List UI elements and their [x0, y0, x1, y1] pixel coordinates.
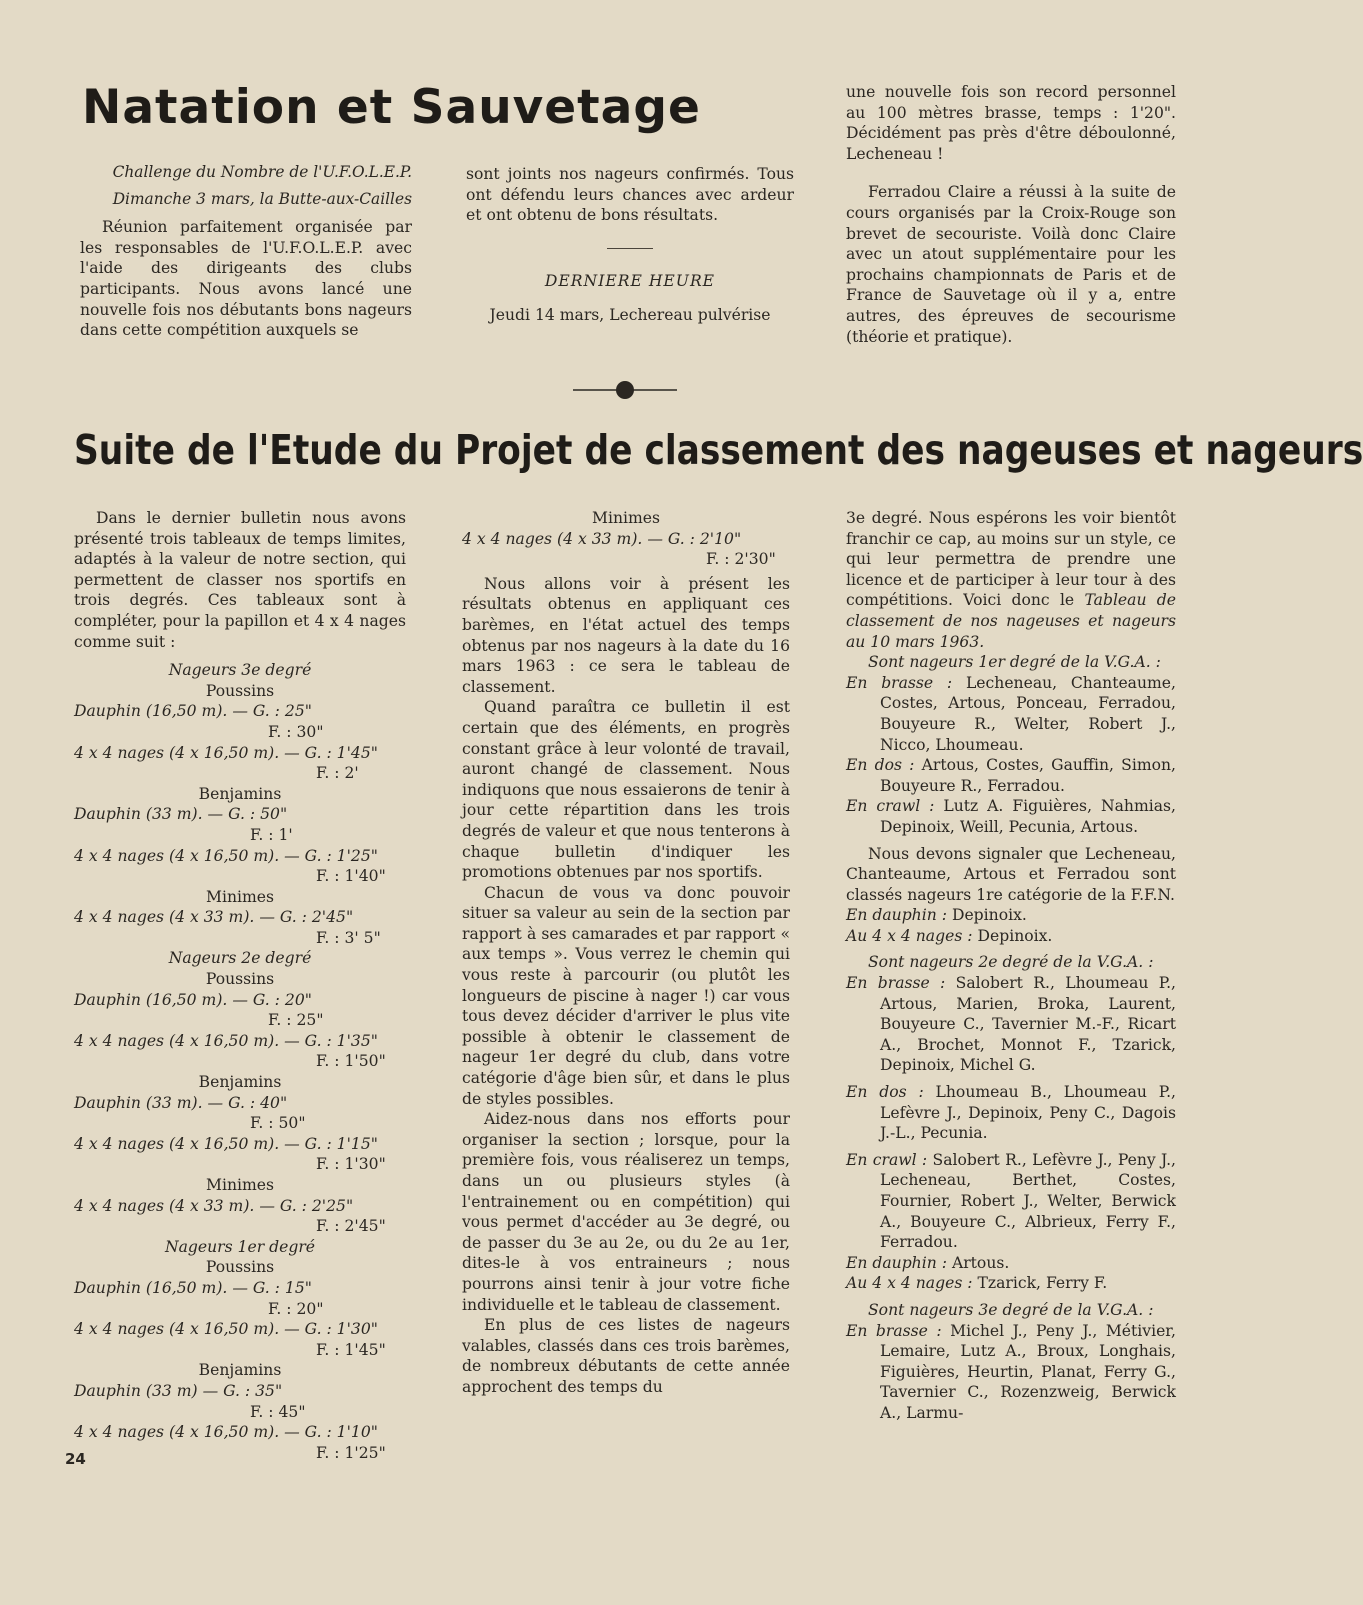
degree2-poussins-dauphin: Dauphin (16,50 m). — G. : 20" [74, 990, 312, 1009]
degree2-benjamins-nages-f: F. : 1'30" [316, 1155, 386, 1174]
degree1-dos-names: Artous, Costes, Gauffin, Simon, Bouyeure R., Ferradou. [880, 756, 1176, 795]
degree3-benjamins-dauphin: Dauphin (33 m). — G. : 50" [74, 805, 288, 824]
article2-col3-text: 3e degré. Nous espérons les voir bientôt franchir ce cap, au moins sur un style, ce qui leur permettra de prendre une licence et de participer à leur tour à des compétitions. Voici donc le [846, 509, 1176, 610]
degree3-brasse-names: Michel J., Peny J., Métivier, Lemaire, Lutz A., Broux, Longhais, Figuières, Heurtin, Planat, Ferry G., Tavernier C., Rozenzweig, Berwick A., Larmu- [880, 1321, 1176, 1422]
degree1-crawl-label: En crawl : [846, 797, 935, 816]
article2-col3-paragraph-2: Nous devons signaler que Lecheneau, Chanteaume, Artous et Ferradou sont classés nageurs 1re catégorie de la F.F.N. [846, 844, 1176, 904]
degree1-crawl-names: Lutz A. Figuières, Nahmias, Depinoix, Weill, Pecunia, Artous. [880, 797, 1176, 836]
article2-column-1 [74, 508, 406, 1463]
degree1-minimes: Minimes [591, 509, 660, 527]
degree1-benjamins-dauphin-f: F. : 45" [250, 1402, 306, 1421]
degree1-dos-label: En dos : [846, 756, 915, 775]
article1-paragraph-1: Réunion parfaitement organisée par les responsables de l'U.F.O.L.E.P. avec l'aide des dirigeants des clubs participants. Nous avons lancé une nouvelle fois nos débutants bons nageurs dans cette compétition auxquels se [80, 218, 412, 340]
page-number: 24 [65, 1450, 86, 1468]
article1-subtitle-2: Dimanche 3 mars, la Butte-aux-Cailles [112, 189, 412, 208]
degree2-brasse-names: Salobert R., Lhoumeau P., Artous, Marien, Broka, Laurent, Bouyeure C., Tavernier M.-F., Ricart A., Brochet, Monnot F., Tzarick, Depinoix, Michel G. [880, 974, 1176, 1075]
degree2-dauphin-names: Artous. [951, 1253, 1010, 1272]
degree1-poussins-dauphin-f: F. : 20" [268, 1299, 324, 1318]
article1-paragraph-4: Ferradou Claire a réussi à la suite de cours organisés par la Croix-Rouge son brevet de secouriste. Voilà donc Claire avec un atout supplémentaire pour les prochains championnats de Paris et de France de Sauvetage où il y a, entre autres, des épreuves de secourisme (théorie et pratique). [846, 183, 1176, 346]
degree2-dos [846, 1082, 1176, 1144]
degree3-brasse-label: En brasse : [846, 1321, 942, 1340]
degree2-poussins-nages: 4 x 4 nages (4 x 16,50 m). — G. : 1'35" [74, 1031, 378, 1050]
degree1-brasse [846, 673, 1176, 755]
article2-title: Suite de l'Etude du Projet de classement des nageuses et nageurs [74, 426, 1363, 474]
degree3-poussins-nages: 4 x 4 nages (4 x 16,50 m). — G. : 1'45" [74, 743, 378, 762]
degree1-4x4-label: Au 4 x 4 nages : [846, 926, 973, 945]
degree2-heading: Nageurs 2e degré [168, 949, 312, 968]
degree2-dauphin-label: En dauphin : [846, 1253, 947, 1272]
degree1-poussins-nages: 4 x 4 nages (4 x 16,50 m). — G. : 1'30" [74, 1320, 378, 1339]
article2-column-3 [846, 508, 1176, 1424]
article2-col2-paragraph-5: En plus de ces listes de nageurs valables, classés dans ces trois barèmes, de nombreux débutants de cette année approchent des temps du [462, 1316, 790, 1396]
article1-column-2 [466, 164, 794, 326]
article2-intro: Dans le dernier bulletin nous avons présenté trois tableaux de temps limites, adaptés à la valeur de notre section, qui permettent de classer nos sportifs en trois degrés. Ces tableaux sont à compléter, pour la papillon et 4 x 4 nages comme suit : [74, 509, 406, 651]
degree2-dos-label: En dos : [846, 1083, 924, 1102]
degree3-minimes-nages: 4 x 4 nages (4 x 33 m). — G. : 2'45" [74, 908, 354, 927]
article2-col2-paragraph-1: Nous allons voir à présent les résultats obtenus en appliquant ces barèmes, en l'état actuel des temps obtenus par nos nageurs à la date du 16 mars 1963 : ce sera le tableau de classement. [462, 574, 790, 696]
degree1-brasse-label: En brasse : [846, 673, 953, 692]
article2-col2-paragraph-3: Chacun de vous va donc pouvoir situer sa valeur au sein de la section par rapport à ses camarades et par rapport « aux temps ». Vous verrez le chemin qui vous reste à parcourir (ou plutôt les longueurs de piscine à nager !) car vous tous devez décider d'arriver le plus vite possible à obtenir le classement de nageur 1er degré du club, dans votre catégorie d'âge bien sûr, et dans le plus de styles possibles. [462, 883, 790, 1108]
degree1-4x4 [846, 926, 1176, 947]
degree2-4x4 [846, 1273, 1176, 1294]
last-minute-text: Jeudi 14 mars, Lechereau pulvérise [489, 306, 771, 325]
degree1-minimes-nages: 4 x 4 nages (4 x 33 m). — G. : 2'10" [462, 529, 742, 548]
article2-col3-paragraph-1 [846, 508, 1176, 652]
degree2-list-heading: Sont nageurs 2e degré de la V.G.A. : [868, 953, 1154, 972]
degree3-poussins: Poussins [205, 681, 275, 700]
degree3-poussins-dauphin: Dauphin (16,50 m). — G. : 25" [74, 702, 312, 721]
degree1-benjamins-dauphin: Dauphin (33 m) — G. : 35" [74, 1381, 283, 1400]
degree1-brasse-names: Lecheneau, Chanteaume, Costes, Artous, Ponceau, Ferradou, Bouyeure R., Welter, Robert J., Nicco, Lhoumeau. [880, 673, 1176, 754]
degree1-benjamins-nages: 4 x 4 nages (4 x 16,50 m). — G. : 1'10" [74, 1423, 378, 1442]
degree2-minimes-nages-f: F. : 2'45" [316, 1217, 386, 1236]
degree1-poussins: Poussins [205, 1258, 275, 1277]
degree3-benjamins-nages-f: F. : 1'40" [316, 867, 386, 886]
degree1-dauphin [846, 905, 1176, 926]
article1-column-1 [80, 162, 412, 341]
degree2-crawl-names: Salobert R., Lefèvre J., Peny J., Lecheneau, Berthet, Costes, Fournier, Robert J., Welter, Berwick A., Bouyeure C., Albrieux, Ferry F., Ferradou. [880, 1150, 1176, 1252]
degree3-benjamins: Benjamins [198, 784, 282, 803]
degree2-crawl-label: En crawl : [846, 1150, 928, 1169]
degree1-minimes-nages-f: F. : 2'30" [706, 550, 776, 569]
degree3-list-heading: Sont nageurs 3e degré de la V.G.A. : [868, 1300, 1154, 1319]
degree1-poussins-dauphin: Dauphin (16,50 m). — G. : 15" [74, 1278, 312, 1297]
degree1-dos [846, 755, 1176, 796]
degree1-benjamins-nages-f: F. : 1'25" [316, 1443, 386, 1462]
degree1-list-heading: Sont nageurs 1er degré de la V.G.A. : [868, 653, 1161, 672]
article1-title: Natation et Sauvetage [82, 80, 701, 135]
article2-col2-paragraph-2: Quand paraîtra ce bulletin il est certain que des éléments, en progrès constant grâce à leur volonté de travail, auront changé de classement. Nous indiquons que nous essaierons de tenir à jour cette répartition dans les trois degrés de valeur et que nous tenterons à chaque bulletin d'indiquer les promotions obtenues par nos sportifs. [462, 698, 790, 882]
degree3-minimes-nages-f: F. : 3' 5" [316, 928, 381, 947]
degree2-minimes: Minimes [205, 1176, 274, 1194]
degree2-4x4-label: Au 4 x 4 nages : [846, 1274, 973, 1293]
degree2-minimes-nages: 4 x 4 nages (4 x 33 m). — G. : 2'25" [74, 1196, 354, 1215]
article1-subtitle-1: Challenge du Nombre de l'U.F.O.L.E.P. [112, 163, 412, 181]
degree2-crawl [846, 1150, 1176, 1253]
degree2-dos-names: Lhoumeau B., Lhoumeau P., Lefèvre J., Depinoix, Peny C., Dagois J.-L., Pecunia. [880, 1083, 1176, 1143]
degree2-benjamins-dauphin-f: F. : 50" [250, 1114, 306, 1133]
degree3-poussins-dauphin-f: F. : 30" [268, 722, 324, 741]
article2-column-2 [462, 508, 790, 1398]
degree2-benjamins: Benjamins [198, 1073, 282, 1092]
degree2-brasse-label: En brasse : [846, 974, 946, 993]
degree2-poussins-nages-f: F. : 1'50" [316, 1052, 386, 1071]
degree1-poussins-nages-f: F. : 1'45" [316, 1340, 386, 1359]
degree3-benjamins-dauphin-f: F. : 1' [250, 825, 293, 844]
degree3-brasse [846, 1321, 1176, 1424]
classification-table-title: Tableau de classement de nos nageuses et nageurs au 10 mars 1963. [846, 591, 1176, 651]
degree1-dauphin-label: En dauphin : [846, 906, 947, 925]
degree1-dauphin-names: Depinoix. [951, 906, 1027, 925]
degree3-poussins-nages-f: F. : 2' [316, 764, 359, 783]
last-minute-heading: DERNIERE HEURE [544, 271, 716, 290]
degree2-benjamins-dauphin: Dauphin (33 m). — G. : 40" [74, 1093, 288, 1112]
degree1-4x4-names: Depinoix. [977, 926, 1053, 945]
article1-column-3 [846, 82, 1176, 347]
article1-paragraph-3: une nouvelle fois son record personnel au 100 mètres brasse, temps : 1'20". Décidément pas près d'être déboulonné, Lecheneau ! [846, 83, 1176, 163]
degree2-dauphin [846, 1253, 1176, 1274]
degree1-crawl [846, 796, 1176, 837]
degree3-minimes: Minimes [205, 887, 274, 906]
degree2-4x4-names: Tzarick, Ferry F. [977, 1274, 1108, 1293]
section-ornament [573, 380, 677, 400]
article2-col2-paragraph-4: Aidez-nous dans nos efforts pour organiser la section ; lorsque, pour la première fois, vous réaliserez un temps, dans un ou plusieurs styles (à l'entrainement ou en compétition) qui vous permet d'accéder au 3e degré, ou de passer du 3e au 2e, ou du 2e au 1er, dites-le à vos entraineurs ; nous pourrons ainsi tenir à jour votre fiche individuelle et le tableau de classement. [462, 1110, 790, 1314]
degree3-heading: Nageurs 3e degré [168, 661, 312, 680]
degree1-benjamins: Benjamins [198, 1361, 282, 1380]
degree2-brasse [846, 973, 1176, 1076]
degree1-heading: Nageurs 1er degré [164, 1237, 316, 1256]
degree2-poussins: Poussins [205, 970, 275, 989]
article1-paragraph-2: sont joints nos nageurs confirmés. Tous ont défendu leurs chances avec ardeur et ont obtenu de bons résultats. [466, 165, 794, 225]
column-divider [607, 248, 653, 249]
degree2-poussins-dauphin-f: F. : 25" [268, 1011, 324, 1030]
degree2-benjamins-nages: 4 x 4 nages (4 x 16,50 m). — G. : 1'15" [74, 1134, 378, 1153]
degree3-benjamins-nages: 4 x 4 nages (4 x 16,50 m). — G. : 1'25" [74, 846, 378, 865]
